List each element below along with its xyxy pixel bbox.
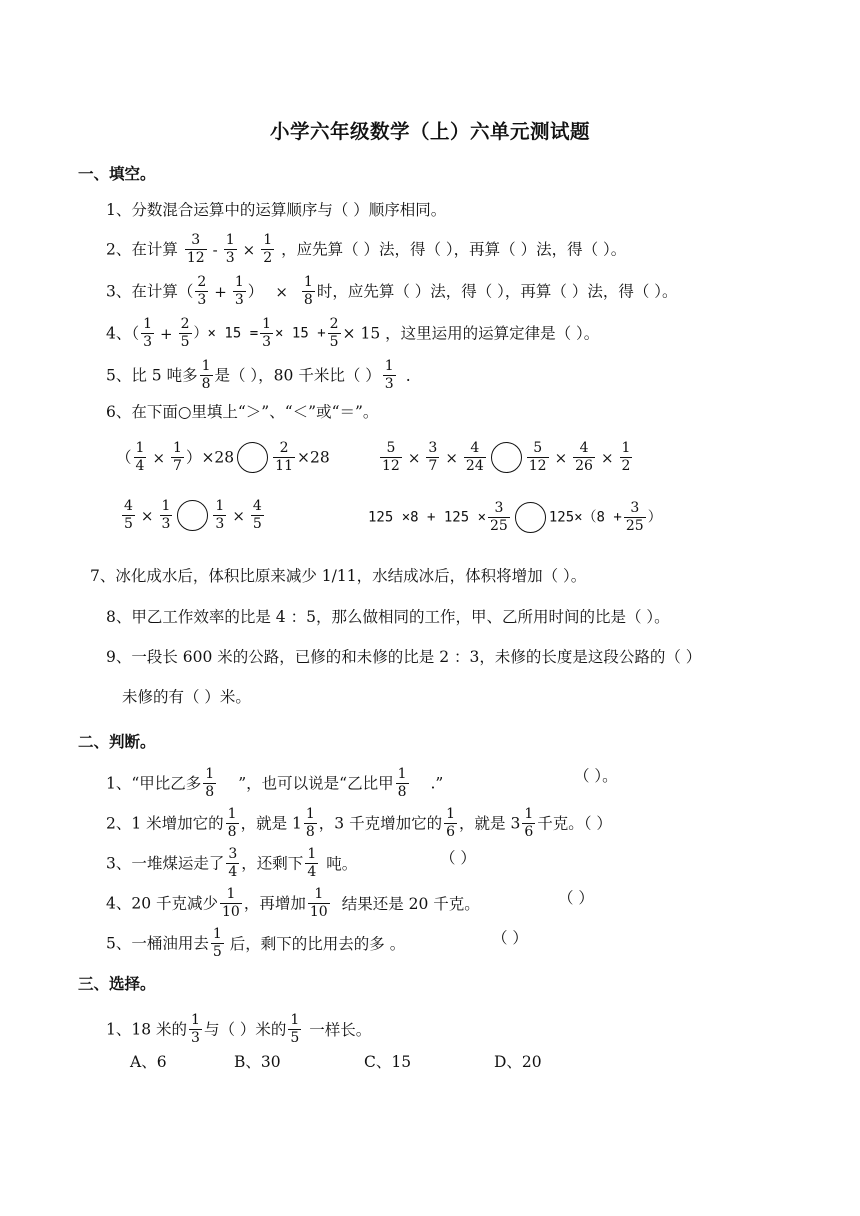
fraction: $\frac{3}{7}$: [428, 440, 438, 474]
fraction: $\frac{1}{3}$: [234, 274, 244, 308]
compare-expression-3: $\frac{4}{5}$ × $\frac{1}{3}$ $\frac{1}{3}$ × $\frac{4}{5}$: [124, 498, 262, 532]
fraction: $\frac{4}{5}$: [252, 498, 262, 532]
fill-question-5: 5、比 5 吨多 $\frac{1}{8}$ 是（ ），80 千米比（ ） $\frac{1}{3}$ .: [106, 358, 411, 392]
section-heading-choice: 三、选择。: [78, 975, 156, 993]
judge-answer-3[interactable]: （ ）: [440, 849, 476, 867]
compare-circle-blank[interactable]: [237, 442, 268, 473]
judge-answer-1[interactable]: （ ）。: [574, 767, 618, 785]
fraction: $\frac{1}{3}$: [262, 316, 272, 350]
fill-question-9: 9、一段长 600 米的公路，已修的和未修的比是 2 ：3，未修的长度是这段公路的（ ）: [106, 648, 702, 666]
fraction: $\frac{2}{5}$: [329, 316, 339, 350]
judge-question-5: 5、一桶油用去 $\frac{1}{5}$ 后，剩下的比用去的多 。: [106, 926, 406, 960]
fraction: $\frac{2}{3}$: [197, 274, 207, 308]
judge-question-4: 4、20 千克减少 $\frac{1}{10}$ ，再增加 $\frac{1}{10}$ 结果还是 20 千克。: [106, 886, 480, 920]
judge-answer-4[interactable]: （ ）: [558, 889, 594, 907]
fraction: $\frac{5}{12}$: [528, 440, 547, 474]
page-title: 小学六年级数学（上）六单元测试题: [269, 120, 590, 143]
fraction: $\frac{4}{26}$: [575, 440, 593, 474]
judge-question-3: 3、一堆煤运走了 $\frac{3}{4}$ ，还剩下 $\frac{1}{4}$ 吨。: [106, 846, 358, 880]
fraction: $\frac{1}{10}$: [222, 886, 240, 920]
fill-question-2: 2、在计算 $\frac{3}{12}$ - $\frac{1}{3}$ × $\frac{1}{2}$ ，应先算（ ）法，得（ ），再算（ ）法，得（ ）。: [106, 232, 627, 266]
judge-answer-5[interactable]: （ ）: [492, 929, 528, 947]
fraction: $\frac{1}{10}$: [309, 886, 328, 920]
fraction: $\frac{1}{8}$: [397, 766, 407, 800]
compare-circle-blank[interactable]: [491, 442, 522, 473]
choice-option-c[interactable]: C、15: [364, 1053, 412, 1071]
compare-expression-4: 125 ×8 + 125 × $\frac{3}{25}$ 125×（8 + $\frac{3}{25}$ ）: [368, 500, 662, 534]
compare-expression-1: （ $\frac{1}{4}$ × $\frac{1}{7}$ ）×28 $\frac{2}{11}$ ×28: [116, 440, 330, 474]
choice-option-a[interactable]: A、6: [130, 1053, 167, 1071]
fraction: $\frac{2}{11}$: [275, 440, 293, 474]
fraction: $\frac{3}{4}$: [228, 846, 238, 880]
fraction: $\frac{1}{3}$: [161, 498, 171, 532]
fraction: $\frac{5}{12}$: [382, 440, 400, 474]
fill-question-6: 6、在下面○里填上“＞”、“＜”或“＝”。: [106, 403, 379, 421]
choice-option-b[interactable]: B、30: [234, 1053, 281, 1071]
fraction: $\frac{1}{4}$: [307, 846, 317, 880]
choice-option-d[interactable]: D、20: [494, 1053, 542, 1071]
fraction: $\frac{1}{8}$: [305, 806, 315, 840]
fraction: $\frac{1}{5}$: [212, 926, 222, 960]
fraction: $\frac{1}{6}$: [524, 806, 534, 840]
fraction: $\frac{1}{3}$: [143, 316, 153, 350]
fraction: $\frac{2}{5}$: [180, 316, 190, 350]
judge-question-1: 1、“甲比乙多 $\frac{1}{8}$ ”，也可以说是“乙比甲 $\frac{1}{8}$ .”: [106, 766, 444, 800]
fraction: $\frac{1}{4}$: [135, 440, 145, 474]
fraction: $\frac{1}{2}$: [621, 440, 631, 474]
fraction: $\frac{1}{6}$: [446, 806, 456, 840]
fraction: $\frac{1}{8}$: [201, 358, 211, 392]
fraction: $\frac{1}{8}$: [205, 766, 215, 800]
fraction: $\frac{1}{2}$: [263, 232, 273, 266]
fraction: $\frac{3}{25}$: [490, 500, 508, 534]
compare-circle-blank[interactable]: [177, 500, 208, 531]
choice-question-1: 1、18 米的 $\frac{1}{3}$ 与（ ）米的 $\frac{1}{5}$ 一样长。: [106, 1012, 372, 1046]
fraction: $\frac{1}{7}$: [173, 440, 182, 474]
fill-question-7: 7、冰化成水后，体积比原来减少 1/11，水结成冰后，体积将增加（ ）。: [90, 567, 587, 585]
fill-question-9-continued: 未修的有（ ）米。: [122, 688, 251, 706]
fraction: $\frac{1}{3}$: [225, 232, 235, 266]
fill-question-8: 8、甲乙工作效率的比是 4 ：5，那么做相同的工作，甲、乙所用时间的比是（ ）。: [106, 608, 670, 626]
fraction: $\frac{4}{24}$: [465, 440, 484, 474]
fraction: $\frac{1}{3}$: [191, 1012, 200, 1046]
fraction: $\frac{1}{8}$: [227, 806, 237, 840]
compare-expression-2: $\frac{5}{12}$ × $\frac{3}{7}$ × $\frac{4}{24}$ $\frac{5}{12}$ × $\frac{4}{26}$ × $\frac{1}{2}$: [382, 440, 631, 474]
fill-question-3: 3、在计算（ $\frac{2}{3}$ + $\frac{1}{3}$ ） × $\frac{1}{8}$ 时，应先算（ ）法，得（ ），再算（ ）法，得（ ）。: [106, 274, 678, 308]
compare-circle-blank[interactable]: [515, 502, 546, 533]
fill-question-4: 4、（ $\frac{1}{3}$ + $\frac{2}{5}$ ）× 15 = $\frac{1}{3}$ × 15 + $\frac{2}{5}$ × 15 ，这里运用的运算定律是（ ）。: [106, 316, 600, 350]
fraction: $\frac{3}{12}$: [186, 232, 205, 266]
judge-question-2: 2、1 米增加它的 $\frac{1}{8}$ ，就是 1 $\frac{1}{8}$ ，3 千克增加它的 $\frac{1}{6}$ ，就是 3 $\frac{1}{6}$ 千克。（ ）: [106, 806, 612, 840]
section-heading-judge: 二、判断。: [78, 733, 156, 751]
fraction: $\frac{1}{3}$: [384, 358, 394, 392]
fraction: $\frac{3}{25}$: [625, 500, 644, 534]
fraction: $\frac{1}{5}$: [290, 1012, 300, 1046]
section-heading-fill: 一、填空。: [78, 165, 156, 183]
fraction: $\frac{1}{8}$: [303, 274, 313, 308]
fraction: $\frac{4}{5}$: [124, 498, 133, 532]
fill-question-1: 1、分数混合运算中的运算顺序与（ ）顺序相同。: [106, 201, 447, 219]
fraction: $\frac{1}{3}$: [215, 498, 225, 532]
